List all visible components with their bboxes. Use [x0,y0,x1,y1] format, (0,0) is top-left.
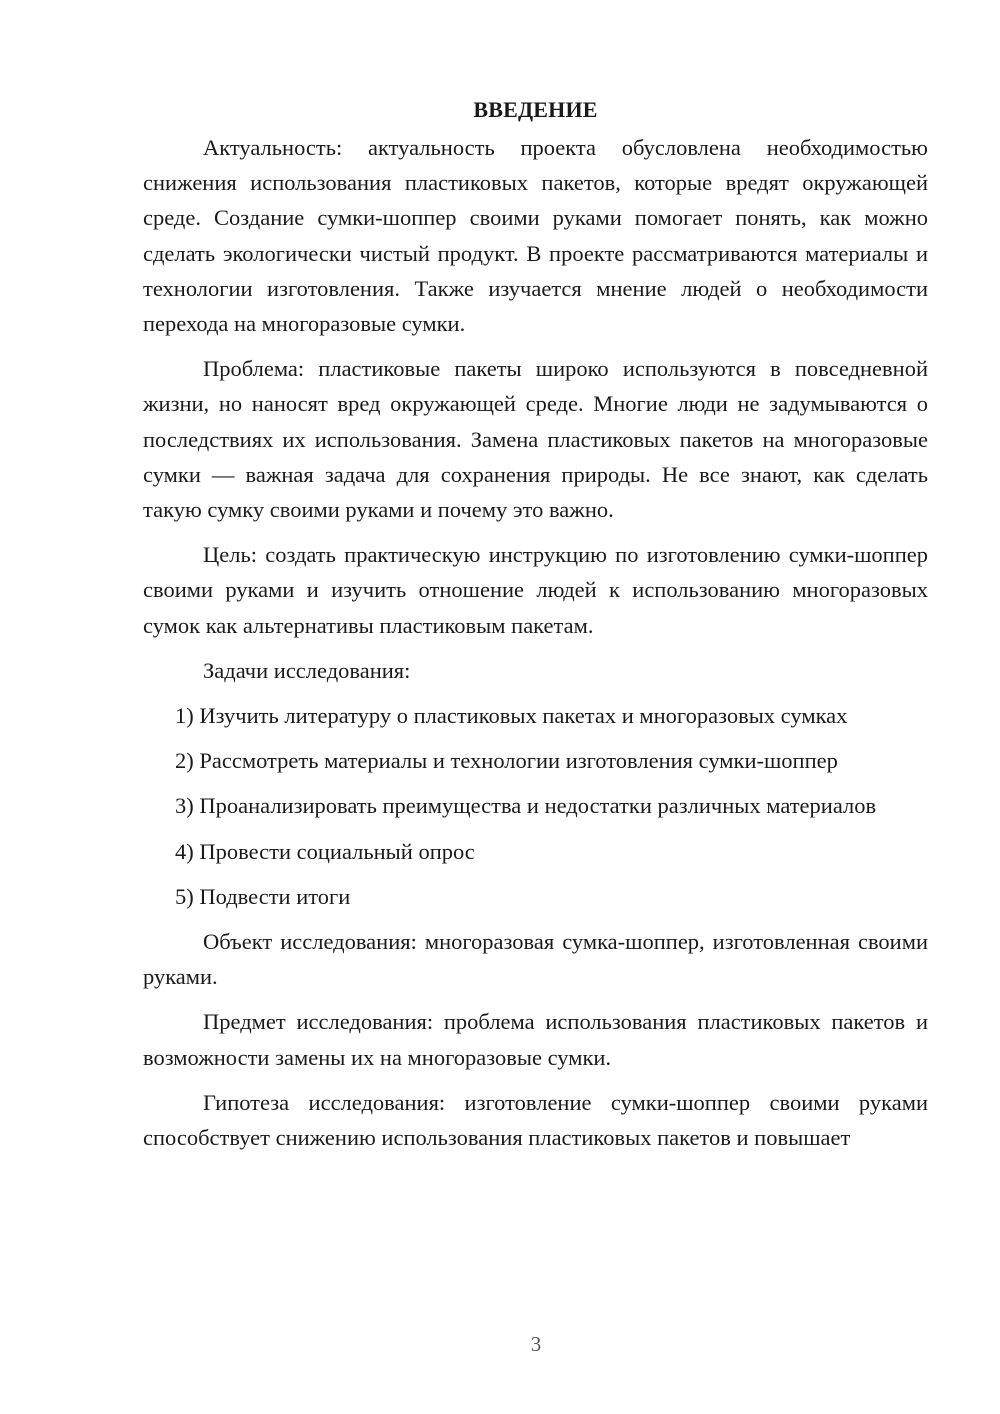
relevance-paragraph: Актуальность: актуальность проекта обусловлена необходимостью снижения использования пластиковых пакетов, которые вредят окружающей среде. Создание сумки-шоппер своими руками помогает понять, как можно сделать экологически чистый продукт. В проекте рассматриваются материалы и технологии изготовления. Также изучается мнение людей о необходимости перехода на многоразовые сумки. [143,135,928,337]
goal-paragraph: Цель: создать практическую инструкцию по изготовлению сумки-шоппер своими руками и изучить отношение людей к использованию многоразовых сумок как альтернативы пластиковым пакетам. [143,542,928,638]
object-paragraph: Объект исследования: многоразовая сумка-шоппер, изготовленная своими руками. [143,929,928,990]
problem-paragraph: Проблема: пластиковые пакеты широко используются в повседневной жизни, но наносят вред окружающей среде. Многие люди не задумываются о последствиях их использования. Замена пластиковых пакетов на многоразовые сумки — важная задача для сохранения природы. Не все знают, как сделать такую сумку своими руками и почему это важно. [143,356,928,523]
task-item: 1) Изучить литературу о пластиковых пакетах и многоразовых сумках [175,703,848,729]
document-page [143,92,928,1165]
section-heading: ВВЕДЕНИЕ [473,97,598,122]
subject-paragraph: Предмет исследования: проблема использования пластиковых пакетов и возможности замены их на многоразовые сумки. [143,1009,928,1070]
tasks-heading: Задачи исследования: [203,657,411,683]
task-item: 3) Проанализировать преимущества и недостатки различных материалов [175,793,877,819]
task-item: 4) Провести социальный опрос [175,838,475,864]
page-number: 3 [530,1332,542,1356]
task-item: 5) Подвести итоги [175,883,351,909]
hypothesis-paragraph: Гипотеза исследования: изготовление сумки-шоппер своими руками способствует снижению использования пластиковых пакетов и повышает [143,1089,928,1151]
task-item: 2) Рассмотреть материалы и технологии изготовления сумки-шоппер [175,748,838,774]
